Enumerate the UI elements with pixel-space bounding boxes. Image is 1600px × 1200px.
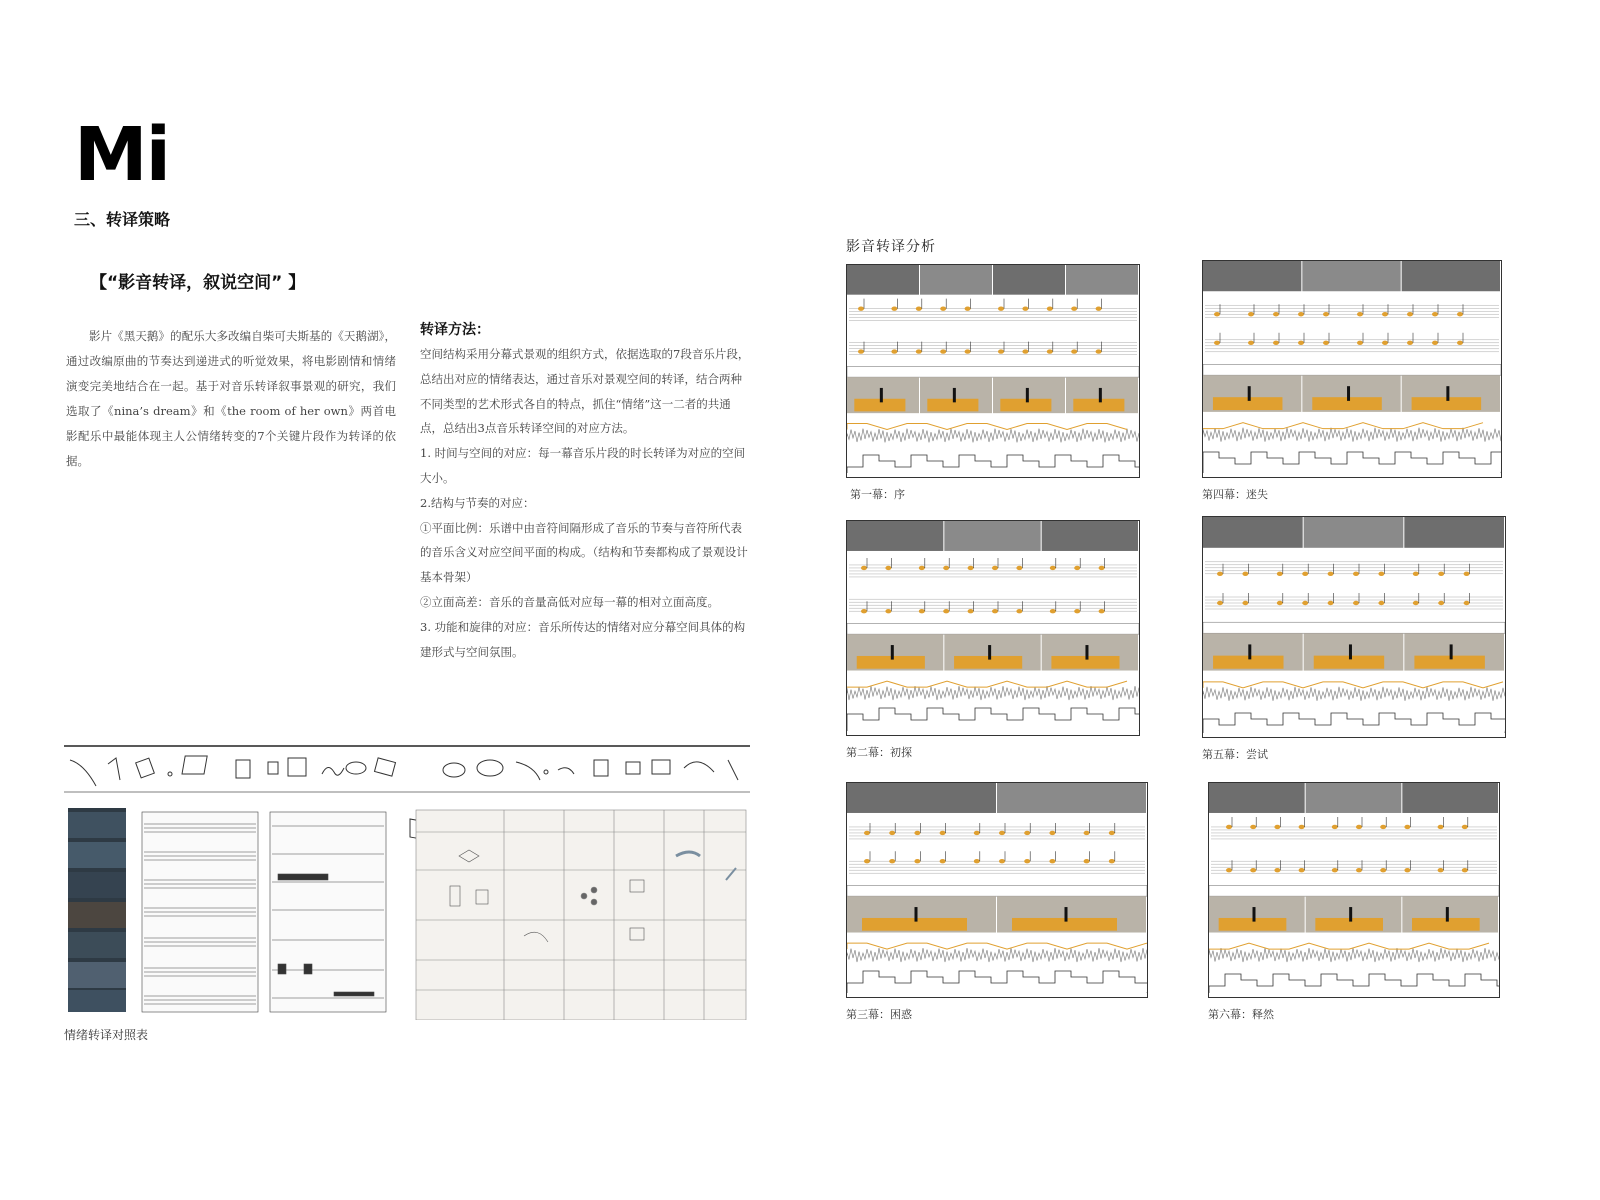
table-caption: 情绪转译对照表 — [64, 1028, 149, 1042]
film-still — [1209, 783, 1305, 813]
volume-line — [847, 943, 1147, 949]
note — [1332, 868, 1338, 872]
figure — [915, 907, 918, 922]
film-still — [847, 783, 996, 813]
film-still — [1306, 783, 1402, 813]
intro-text — [66, 324, 396, 474]
note — [1024, 831, 1030, 835]
note — [999, 859, 1005, 863]
note — [1413, 572, 1419, 576]
note — [1047, 306, 1053, 310]
elevation — [847, 971, 1147, 993]
scene-floor — [1000, 399, 1051, 412]
figure — [1099, 388, 1102, 402]
figure — [891, 645, 894, 660]
figure — [1248, 386, 1251, 401]
method-paragraph: ②立面高差：音乐的音量高低对应每一幕的相对立面高度。 — [420, 594, 719, 609]
act-caption-4: 第四幕：迷失 — [1202, 488, 1268, 501]
note — [1024, 859, 1030, 863]
act-drawing — [1203, 261, 1501, 477]
note — [1096, 306, 1102, 310]
component-matrix — [416, 810, 746, 1020]
note — [1242, 572, 1248, 576]
note — [1084, 831, 1090, 835]
note — [1226, 868, 1232, 872]
film-still — [1402, 261, 1500, 291]
label-row — [1203, 622, 1505, 633]
act-drawing — [1203, 517, 1505, 737]
scene-floor — [954, 656, 1022, 669]
note — [1099, 609, 1105, 613]
note — [1099, 566, 1105, 570]
method-paragraph: 空间结构采用分幕式景观的组织方式，依据选取的7段音乐片段，总结出对应的情绪表达，通过音乐对景观空间的转译，结合两种不同类型的艺术形式各自的特点，抓住“情绪”这一二者的共通点，总结出3点音乐转译空间的对应方法。 — [420, 347, 750, 436]
note — [998, 306, 1004, 310]
film-still — [997, 783, 1146, 813]
act-panel-2 — [846, 520, 1140, 736]
note — [1109, 831, 1115, 835]
note — [885, 609, 891, 613]
scene-floor — [1412, 918, 1480, 931]
note — [974, 831, 980, 835]
note — [1274, 825, 1280, 829]
film-still — [847, 521, 943, 551]
note — [1328, 601, 1334, 605]
note — [1277, 572, 1283, 576]
note — [858, 306, 864, 310]
act-drawing — [1209, 783, 1499, 997]
note — [1298, 341, 1304, 345]
note — [864, 859, 870, 863]
figure — [1253, 907, 1256, 922]
emotion-translation-table — [64, 740, 750, 1020]
intro-paragraph: 影片《黑天鹅》的配乐大多改编自柴可夫斯基的《天鹅湖》，通过改编原曲的节奏达到递进式的听觉效果，将电影剧情和情绪演变完美地结合在一起。基于对音乐转译叙事景观的研究，我们选取了《nina’s dream》和《the room of her own》两首电影配乐中最能体现主人公情绪转变的7个关键片段作为转译的依据。 — [66, 329, 396, 468]
volume-line — [1203, 423, 1483, 429]
act-panel-6 — [1208, 782, 1500, 998]
act-drawing — [847, 783, 1147, 997]
note — [1016, 609, 1022, 613]
note — [1074, 609, 1080, 613]
note — [1049, 831, 1055, 835]
note — [1380, 868, 1386, 872]
note — [1407, 312, 1413, 316]
act-caption-3: 第三幕：困惑 — [846, 1008, 912, 1021]
note — [940, 831, 946, 835]
waveform — [847, 948, 1147, 962]
note — [916, 349, 922, 353]
note — [889, 859, 895, 863]
note — [1332, 825, 1338, 829]
note — [1071, 349, 1077, 353]
note — [1226, 825, 1232, 829]
note — [1462, 825, 1468, 829]
elevation — [1203, 713, 1505, 733]
note — [1273, 312, 1279, 316]
note — [885, 566, 891, 570]
score-plan-column — [270, 812, 386, 1012]
note — [1022, 306, 1028, 310]
note — [1382, 341, 1388, 345]
score-column — [142, 812, 258, 1012]
note — [1050, 609, 1056, 613]
note — [1380, 825, 1386, 829]
note — [914, 831, 920, 835]
note — [1217, 572, 1223, 576]
note — [1323, 341, 1329, 345]
elevation — [1209, 974, 1499, 993]
note — [1074, 566, 1080, 570]
figure — [1347, 386, 1350, 401]
film-still — [1404, 517, 1504, 548]
note — [1353, 601, 1359, 605]
waveform — [847, 686, 1139, 700]
note — [1250, 868, 1256, 872]
note — [1464, 601, 1470, 605]
note — [940, 349, 946, 353]
note — [992, 566, 998, 570]
page-title: Mi — [74, 112, 170, 198]
method-paragraph: 2.结构与节奏的对应： — [420, 495, 535, 510]
note — [1378, 572, 1384, 576]
note — [1049, 859, 1055, 863]
note — [1432, 312, 1438, 316]
act-caption-2: 第二幕：初探 — [846, 746, 912, 759]
note — [1242, 601, 1248, 605]
film-stills-column — [68, 808, 126, 1012]
film-still — [1042, 521, 1138, 551]
scene-floor — [1414, 656, 1484, 669]
note — [1274, 868, 1280, 872]
figure — [988, 645, 991, 660]
note — [1457, 312, 1463, 316]
figure — [1446, 386, 1449, 401]
method-heading: 转译方法： — [420, 322, 490, 338]
method-paragraph: ①平面比例：乐谱中由音符间隔形成了音乐的节奏与音符所代表的音乐含义对应空间平面的构成。（结构和节奏都构成了景观设计基本骨架） — [420, 520, 748, 585]
film-still — [1402, 783, 1498, 813]
note — [1404, 825, 1410, 829]
note — [1438, 868, 1444, 872]
note — [1217, 601, 1223, 605]
figure — [1446, 907, 1449, 922]
note — [968, 566, 974, 570]
note — [1457, 341, 1463, 345]
method-section — [420, 320, 752, 664]
note — [1298, 312, 1304, 316]
note — [968, 609, 974, 613]
method-paragraph: 1. 时间与空间的对应：每一幕音乐片段的时长转译为对应的空间大小。 — [420, 446, 746, 485]
figure — [1026, 388, 1029, 402]
note — [1464, 572, 1470, 576]
label-row — [847, 367, 1139, 378]
figure — [953, 388, 956, 402]
note — [1022, 349, 1028, 353]
label-row — [1203, 364, 1501, 375]
volume-line — [1203, 682, 1503, 688]
volume-line — [847, 681, 1127, 687]
volume-line — [1209, 943, 1489, 949]
note — [1357, 312, 1363, 316]
figure — [1085, 645, 1088, 660]
waveform — [1209, 948, 1499, 962]
film-still — [1302, 261, 1400, 291]
table-drawing — [64, 740, 750, 1020]
act-panel-1 — [846, 264, 1140, 478]
note — [1214, 341, 1220, 345]
note — [999, 831, 1005, 835]
waveform — [1203, 428, 1501, 442]
note — [1353, 572, 1359, 576]
note — [1047, 349, 1053, 353]
label-row — [847, 623, 1139, 634]
film-still — [1203, 517, 1303, 548]
note — [1323, 312, 1329, 316]
section-title: 三、转译策略 — [74, 210, 171, 229]
note — [1404, 868, 1410, 872]
note — [1250, 825, 1256, 829]
method-paragraph: 3. 功能和旋律的对应：音乐所传达的情绪对应分幕空间具体的构建形式与空间氛围。 — [420, 619, 746, 659]
film-still — [993, 265, 1065, 295]
film-still — [920, 265, 992, 295]
note — [1277, 601, 1283, 605]
note — [858, 349, 864, 353]
note — [1357, 341, 1363, 345]
note — [992, 609, 998, 613]
label-row — [847, 885, 1147, 896]
act-panel-5 — [1202, 516, 1506, 738]
film-still — [944, 521, 1040, 551]
note — [1432, 341, 1438, 345]
note — [965, 306, 971, 310]
analysis-title: 影音转译分析 — [846, 239, 936, 255]
note — [891, 306, 897, 310]
note — [1084, 859, 1090, 863]
note — [914, 859, 920, 863]
note — [1407, 341, 1413, 345]
note — [1438, 825, 1444, 829]
note — [861, 609, 867, 613]
act-caption-1: 第一幕：序 — [850, 488, 905, 501]
film-still — [1203, 261, 1301, 291]
elevation — [847, 708, 1139, 731]
note — [1382, 312, 1388, 316]
figure — [880, 388, 883, 402]
note — [1413, 601, 1419, 605]
waveform — [847, 429, 1139, 443]
note — [861, 566, 867, 570]
note — [1302, 572, 1308, 576]
note — [889, 831, 895, 835]
slogan: 【“影音转译，叙说空间” 】 — [90, 273, 306, 293]
scene-floor — [927, 399, 978, 412]
act-caption-5: 第五幕：尝试 — [1202, 748, 1268, 761]
film-still — [1066, 265, 1138, 295]
note — [1378, 601, 1384, 605]
note — [940, 859, 946, 863]
note — [1050, 566, 1056, 570]
note — [1071, 306, 1077, 310]
figure — [1248, 644, 1251, 659]
note — [1462, 868, 1468, 872]
figure — [1349, 644, 1352, 659]
note — [919, 566, 925, 570]
note — [943, 609, 949, 613]
elevation — [847, 455, 1139, 473]
figure — [1349, 907, 1352, 922]
act-caption-6: 第六幕：释然 — [1208, 1008, 1274, 1021]
elevation — [1203, 452, 1501, 473]
label-row — [1209, 885, 1499, 896]
note — [1214, 312, 1220, 316]
note — [1109, 859, 1115, 863]
note — [919, 609, 925, 613]
note — [1096, 349, 1102, 353]
note — [1248, 312, 1254, 316]
film-still — [1304, 517, 1404, 548]
note — [1248, 341, 1254, 345]
note — [940, 306, 946, 310]
note — [974, 859, 980, 863]
waveform — [1203, 687, 1505, 701]
figure — [1450, 644, 1453, 659]
note — [864, 831, 870, 835]
note — [1299, 868, 1305, 872]
scene-floor — [854, 399, 905, 412]
note — [943, 566, 949, 570]
scene-floor — [1213, 397, 1283, 410]
note — [1438, 572, 1444, 576]
film-still — [847, 265, 919, 295]
note — [1299, 825, 1305, 829]
note — [1016, 566, 1022, 570]
act-panel-3 — [846, 782, 1148, 998]
act-panel-4 — [1202, 260, 1502, 478]
note — [891, 349, 897, 353]
note — [1273, 341, 1279, 345]
figure — [1065, 907, 1068, 922]
note — [1328, 572, 1334, 576]
note — [1356, 868, 1362, 872]
note — [1356, 825, 1362, 829]
note — [998, 349, 1004, 353]
note — [1302, 601, 1308, 605]
act-drawing — [847, 265, 1139, 477]
act-drawing — [847, 521, 1139, 735]
note — [1438, 601, 1444, 605]
volume-line — [847, 424, 1127, 430]
note — [916, 306, 922, 310]
note — [965, 349, 971, 353]
scene-floor — [1314, 656, 1384, 669]
